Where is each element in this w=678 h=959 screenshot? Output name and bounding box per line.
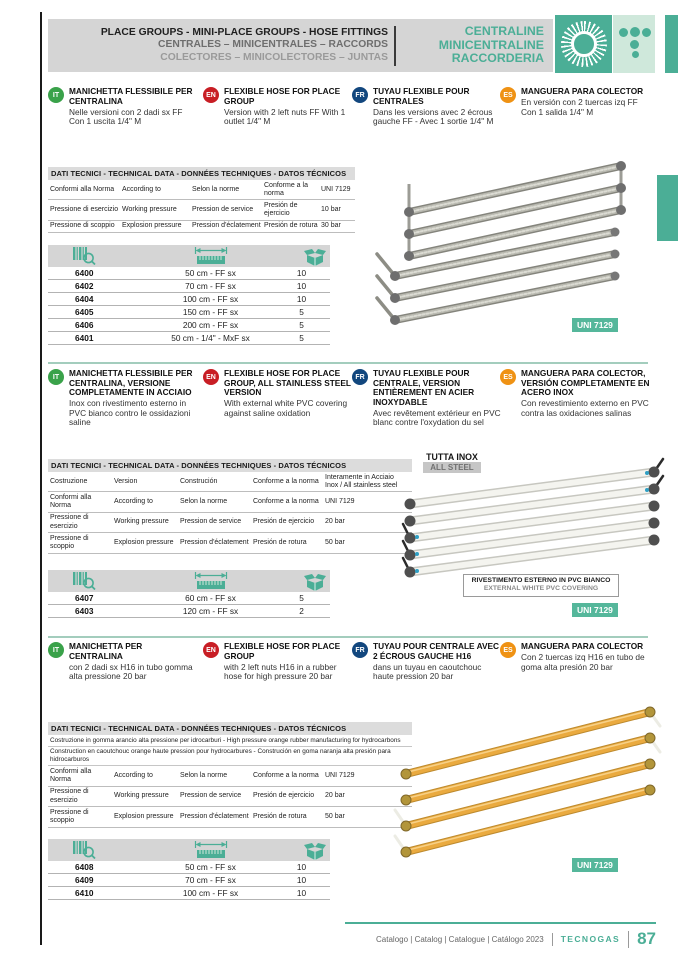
tech-cell: Presión de rotura [253,538,307,546]
table-row [48,861,330,874]
product-subtitle: dans un tuyau en caoutchouc haute pression 20 bar [373,661,482,682]
pack-quantity: 5 [299,320,304,330]
tech-value: 50 bar [325,538,345,546]
product-code: 6400 [75,268,94,278]
product-subtitle: With external white PVC covering against saline oxidation [224,398,348,418]
product-table [48,839,330,900]
tech-cell: Conformi alla Norma [50,493,92,510]
description-es [500,642,650,672]
lang-badge-es: ES [500,642,516,658]
lang-badge-it: IT [48,642,64,658]
header-category [396,25,553,66]
product-code: 6402 [75,281,94,291]
tech-table-title: DATI TECNICI - TECHNICAL DATA - DONNÉES TECHNIQUES - DATOS TÉCNICOS [48,459,412,472]
product-subtitle: Nelle versioni con 2 dadi sx FF Con 1 uscita 1/4" M [69,106,183,127]
tech-cell: Pressione di esercizio [50,788,89,804]
barcode-search-icon [72,841,96,859]
pack-quantity: 5 [299,593,304,603]
tech-value: Interamente in Acciaio Inox / All stainless steel [325,473,398,489]
lang-badge-fr: FR [352,642,368,658]
description-en [203,87,353,127]
tech-data-table [48,722,412,828]
tech-cell: Explosion pressure [122,222,182,230]
lang-badge-es: ES [500,369,516,385]
tech-table-title: DATI TECNICI - TECHNICAL DATA - DONNÉES TECHNIQUES - DATOS TÉCNICOS [48,167,355,180]
pack-quantity: 5 [299,333,304,343]
pack-quantity: 5 [299,307,304,317]
product-size: 50 cm - FF sx [185,268,236,278]
product-subtitle: con 2 dadi sx H16 in tubo gomma alta pressione 20 bar [69,661,193,682]
category-line: RACCORDERIA [451,51,544,66]
uni-7129-badge: UNI 7129 [572,858,618,872]
tech-row [48,492,412,512]
product-title: TUYAU POUR CENTRALE AVEC 2 ÉCROUS GAUCHE H16 [373,641,500,661]
section-divider [48,362,648,364]
tech-cell: Pression d'éclatement [180,538,249,546]
pack-quantity: 2 [299,606,304,616]
product-code: 6406 [75,320,94,330]
pack-quantity: 10 [296,862,307,872]
catalog-editions: Catalogo | Catalog | Catalogue | Catálogo 2023 [376,934,544,944]
tech-value: 20 bar [325,792,345,800]
ruler-length-icon [194,572,228,590]
product-size: 100 cm - FF sx [182,888,239,898]
lang-badge-it: IT [48,369,64,385]
product-title: MANGUERA PARA COLECTOR, VERSIÓN COMPLETAMENTE EN ACERO INOX [521,368,650,398]
description-fr [352,369,502,428]
description-en [203,369,353,418]
product-size: 60 cm - FF sx [185,593,236,603]
product-title: MANICHETTA FLESSIBILE PER CENTRALINA [69,86,193,106]
tech-row [48,200,355,220]
product-size: 70 cm - FF sx [185,281,236,291]
pack-quantity: 10 [296,294,307,304]
lang-badge-en: EN [203,369,219,385]
header-title-fr: CENTRALES – MINICENTRALES – RACCORDS [158,39,388,51]
tech-row [48,221,355,233]
tech-cell: Conformi alla Norma [50,767,92,784]
tech-cell: Costruzione [50,477,88,485]
table-row [48,332,330,345]
product-title: FLEXIBLE HOSE FOR PLACE GROUP [224,86,341,106]
product-title: TUYAU FLEXIBLE POUR CENTRALES [373,86,470,106]
tech-row [48,180,355,200]
tech-data-table [48,459,412,554]
steel-braided-hoses-photo [365,150,657,340]
product-subtitle: Con 2 tuercas izq H16 en tubo de goma alta presión 20 bar [521,652,645,672]
product-code: 6408 [75,862,94,872]
product-title: MANGUERA PARA COLECTOR [521,86,644,96]
header-title-es: COLECTORES – MINICOLECTORES – JUNTAS [160,51,388,63]
product-subtitle: with 2 left nuts H16 in a rubber hose for high pressure 20 bar [224,661,337,682]
lang-badge-en: EN [203,642,219,658]
product-table [48,245,330,345]
product-code: 6404 [75,294,94,304]
header-accent-band [665,15,678,73]
tech-cell: Construción [180,477,218,485]
table-row [48,293,330,306]
all-steel-badge-line1: TUTTA INOX [426,452,478,462]
header-titles [48,27,388,65]
product-size: 100 cm - FF sx [182,294,239,304]
product-code: 6407 [75,593,94,603]
description-it [48,642,198,682]
tech-cell: Presión de ejercicio [253,518,315,526]
pvc-covering-line1: RIVESTIMENTO ESTERNO IN PVC BIANCO [471,577,611,584]
brand-name: TECNOGAS [560,934,621,944]
tech-cell: Version [114,477,138,485]
pvc-covering-label [463,574,619,597]
product-subtitle: Version with 2 left nuts FF With 1 outlet 1/4" M [224,106,346,127]
tech-cell: Conforme a la norma [253,498,319,505]
tech-cell: Presión de rotura [253,812,307,820]
pvc-covering-line2: EXTERNAL WHITE PVC COVERING [483,585,599,593]
tech-cell: Pressione di esercizio [50,206,119,213]
tech-cell: Conforme a la norma [253,771,319,779]
tech-cell: Working pressure [114,792,169,800]
tech-row [48,533,412,553]
product-code: 6409 [75,875,94,885]
table-row [48,306,330,319]
tech-data-table [48,167,355,233]
tech-cell: Presión de ejercicio [253,792,315,800]
product-code: 6405 [75,307,94,317]
uni-7129-badge: UNI 7129 [572,318,618,332]
category-line: MINICENTRALINE [438,37,544,52]
footer-separator [552,933,553,946]
product-subtitle: Con revestimiento externo en PVC contra las oxidaciones salinas [521,398,649,418]
tech-row [48,787,412,807]
product-size: 70 cm - FF sx [185,875,236,885]
tech-cell: Pression d'éclatement [180,812,249,820]
lang-badge-fr: FR [352,87,368,103]
product-size: 50 cm - FF sx [185,862,236,872]
footer-separator [628,931,629,948]
package-qty-icon [304,247,326,266]
description-it [48,87,198,127]
tech-cell: Selon la norme [180,498,228,505]
product-table-header [48,839,330,861]
tech-cell: Pression de service [180,518,242,526]
tech-cell: Selon la norme [192,185,240,193]
tecnogas-dots-logo [613,15,655,73]
pack-quantity: 10 [296,268,307,278]
product-subtitle: Dans les versions avec 2 écrous gauche FF - Avec 1 sortie 1/4" M [373,106,494,127]
tech-cell: Conforme a la norma [264,181,308,197]
tech-cell: Pressione di scoppio [50,222,115,230]
product-subtitle: En versión con 2 tuercas izq FF Con 1 salida 1/4" M [521,97,638,117]
product-subtitle: Avec revêtement extérieur en PVC blanc contre l'oxydation du sel [373,407,501,428]
tech-value: UNI 7129 [321,185,351,193]
product-title: MANICHETTA FLESSIBILE PER CENTRALINA, VERSIONE COMPLETAMENTE IN ACCIAIO [69,368,193,398]
barcode-search-icon [72,572,96,590]
package-qty-icon [304,572,326,591]
tech-value: 50 bar [325,812,345,820]
tech-row [48,766,412,786]
tech-cell: Pression d'éclatement [192,222,261,230]
tech-cell: Presión de ejercicio [264,201,298,218]
tech-cell: Working pressure [122,206,177,213]
uni-7129-badge: UNI 7129 [572,603,618,617]
construction-note: Construction en caoutchouc orange haute pression pour hydrocarbures - Construción en goma naranja alta presión para hidrocarburos [48,747,412,767]
header-bar [48,19,553,72]
tech-cell: Conforme a la norma [253,477,319,485]
left-margin-rule [40,12,42,945]
product-code: 6410 [75,888,94,898]
category-line: CENTRALINE [464,24,544,39]
product-code: 6401 [75,333,94,343]
tech-value: UNI 7129 [325,771,355,779]
tech-row [48,513,412,533]
product-size: 150 cm - FF sx [182,307,239,317]
ruler-length-icon [194,247,228,265]
tech-cell: Conformi alla Norma [50,185,115,193]
barcode-search-icon [72,247,96,265]
product-code: 6403 [75,606,94,616]
description-es [500,87,650,117]
lang-badge-en: EN [203,87,219,103]
tech-value: UNI 7129 [325,498,355,505]
description-en [203,642,353,682]
table-row [48,267,330,280]
product-size: 120 cm - FF sx [182,606,239,616]
package-qty-icon [304,841,326,860]
tech-cell: Explosion pressure [114,812,174,820]
tech-cell: Explosion pressure [114,538,174,546]
all-steel-badge-line2: ALL STEEL [423,462,481,473]
tech-cell: Selon la norme [180,771,228,779]
product-size: 200 cm - FF sx [182,320,239,330]
tech-value: 10 bar [321,206,341,213]
product-subtitle: Inox con rivestimento esterno in PVC bianco contro le ossidazioni saline [69,398,191,428]
page-edge-tab [657,175,678,241]
tech-cell: Pressione di esercizio [50,514,89,530]
product-title: FLEXIBLE HOSE FOR PLACE GROUP [224,641,341,661]
sunburst-icon [561,21,607,67]
product-size: 50 cm - 1/4" - MxF sx [171,333,250,343]
product-title: TUYAU FLEXIBLE POUR CENTRALE, VERSION ENTIÈREMENT EN ACIER INOXYDABLE [373,368,475,407]
product-title: FLEXIBLE HOSE FOR PLACE GROUP, ALL STAINLESS STEEL VERSION [224,368,351,398]
tech-row [48,807,412,827]
lang-badge-fr: FR [352,369,368,385]
tech-cell: Working pressure [114,518,169,526]
product-table-header [48,570,330,592]
tech-cell: Pressione di scoppio [50,534,89,550]
description-fr [352,642,502,682]
tech-value: 30 bar [321,222,341,230]
sunburst-logo-square [555,15,612,73]
tech-cell: According to [114,771,153,779]
tech-row [48,472,412,492]
pack-quantity: 10 [296,281,307,291]
pack-quantity: 10 [296,875,307,885]
tech-cell: Pression de service [192,206,254,213]
footer [376,929,656,949]
tech-cell: According to [122,185,161,193]
product-title: MANICHETTA PER CENTRALINA [69,641,143,661]
section-divider [48,636,648,638]
table-row [48,280,330,293]
tech-cell: According to [114,498,153,505]
tech-value: 20 bar [325,518,345,526]
table-row [48,605,330,618]
header-title-en: PLACE GROUPS - MINI-PLACE GROUPS - HOSE FITTINGS [100,26,388,38]
tech-cell: Pression de service [180,792,242,800]
product-title: MANGUERA PARA COLECTOR [521,641,644,651]
ruler-length-icon [194,841,228,859]
description-es [500,369,650,418]
footer-rule [345,922,656,924]
page-number: 87 [637,929,656,948]
description-fr [352,87,502,127]
table-row [48,592,330,605]
table-row [48,887,330,900]
tech-cell: Pressione di scoppio [50,808,89,824]
pack-quantity: 10 [296,888,307,898]
lang-badge-es: ES [500,87,516,103]
orange-rubber-hoses-photo [390,700,665,870]
tech-table-title: DATI TECNICI - TECHNICAL DATA - DONNÉES TECHNIQUES - DATOS TÉCNICOS [48,722,412,735]
table-row [48,319,330,332]
product-table [48,570,330,618]
white-pvc-hoses-photo [400,452,665,587]
tech-cell: Presión de rotura [264,222,318,230]
lang-badge-it: IT [48,87,64,103]
construction-note: Costruzione in gomma arancio alta pressione per idrocarburi - High pressure orange rubber manufacturing for hydrocarbons [48,735,412,747]
product-table-header [48,245,330,267]
description-it [48,369,198,428]
table-row [48,874,330,887]
